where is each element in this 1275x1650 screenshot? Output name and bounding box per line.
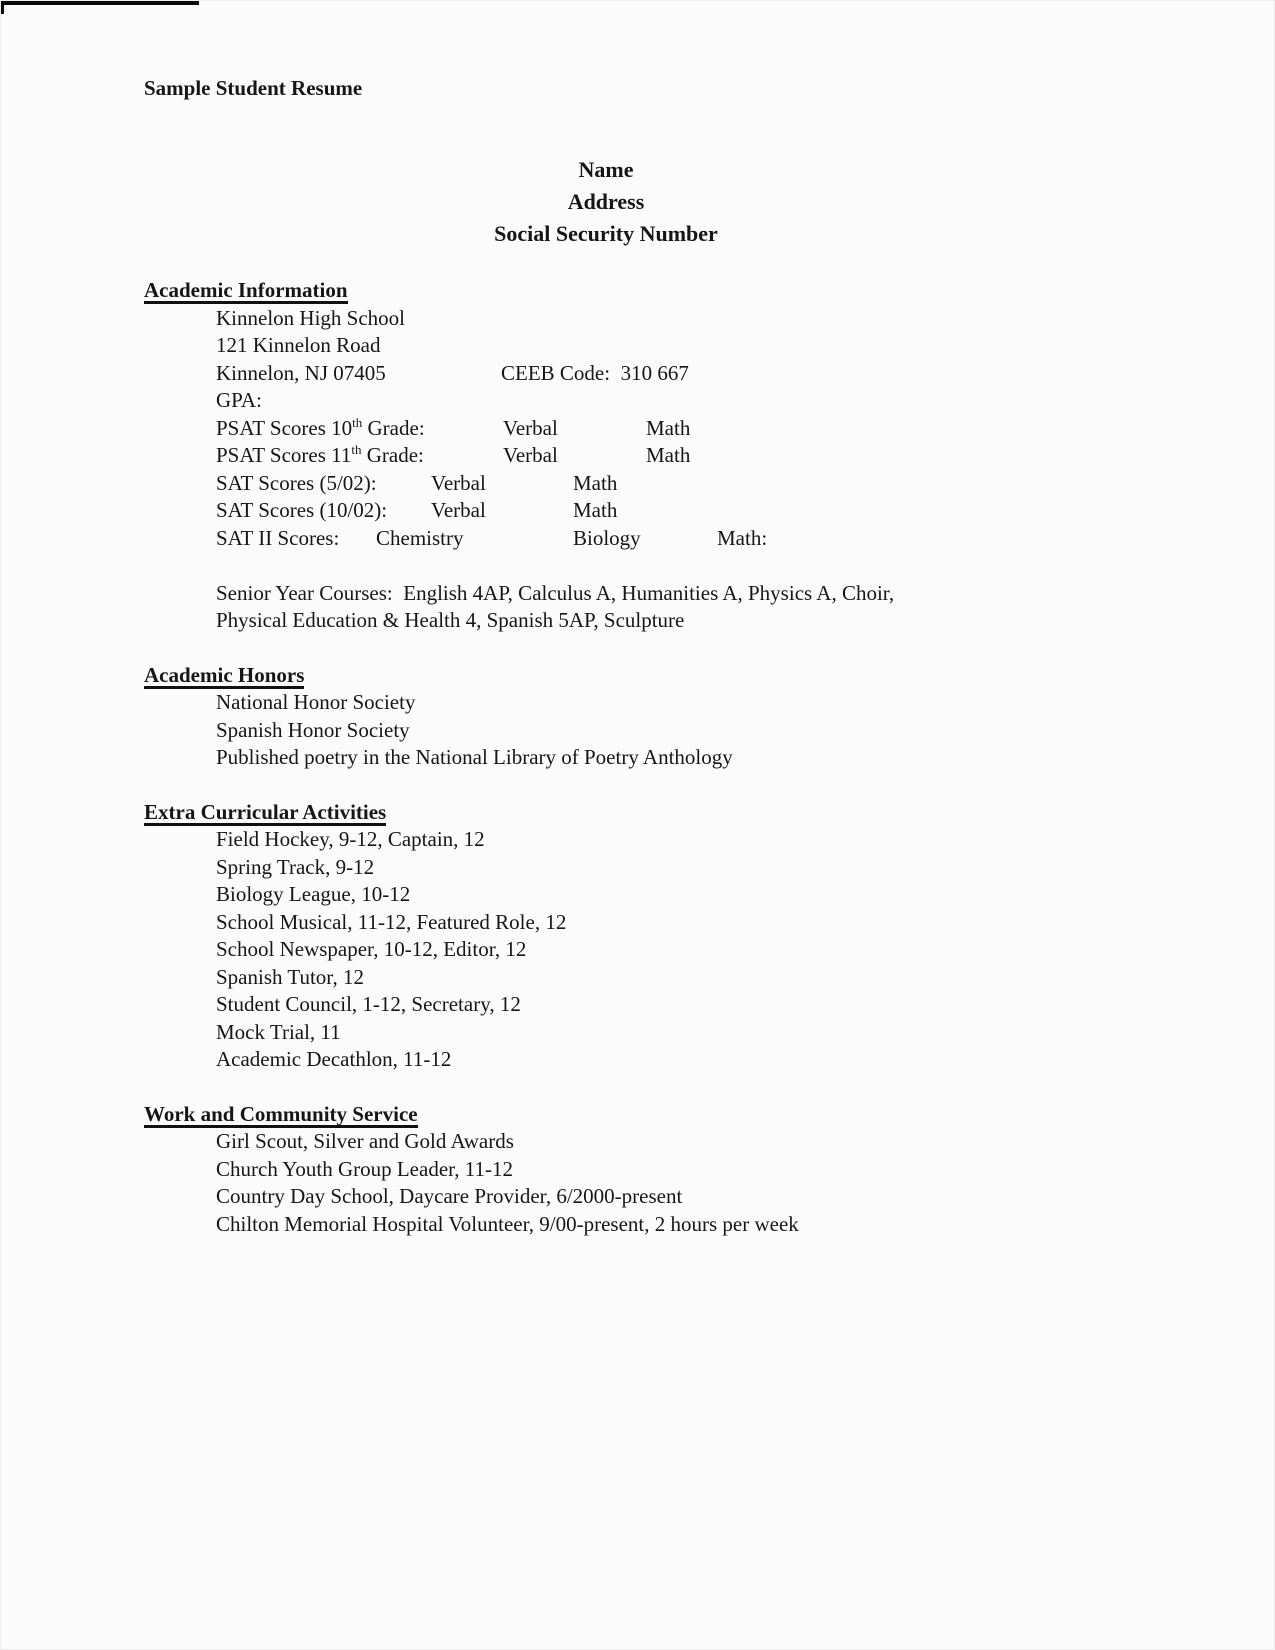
psat-10th-grade-line: PSAT Scores 10th Grade: Verbal Math — [1, 415, 1274, 443]
academic-information-heading: Academic Information — [144, 278, 348, 302]
section-work-community-service — [1, 1101, 1274, 1239]
sat-may-line: SAT Scores (5/02): Verbal Math — [1, 470, 1274, 498]
list-item: Mock Trial, 11 — [216, 1019, 341, 1044]
psat11-verbal-label: Verbal — [503, 443, 558, 467]
section-academic-honors — [1, 662, 1274, 772]
school-street-line: 121 Kinnelon Road — [216, 333, 381, 357]
list-item: Academic Decathlon, 11-12 — [216, 1047, 452, 1071]
sat2-biology-label: Biology — [573, 525, 641, 550]
psat-11th-grade-line: PSAT Scores 11th Grade: Verbal Math — [1, 442, 1274, 470]
sat-oct-verbal-label: Verbal — [431, 498, 486, 522]
list-item: School Newspaper, 10-12, Editor, 12 — [216, 937, 527, 961]
ordinal-superscript: th — [352, 414, 363, 430]
sat2-chemistry-label: Chemistry — [376, 525, 464, 550]
title-block — [1, 154, 1211, 250]
ssn-placeholder: Social Security Number — [494, 221, 718, 246]
name-placeholder: Name — [578, 157, 634, 182]
scan-artifact-top-edge — [1, 1, 199, 5]
sat-may-verbal-label: Verbal — [431, 470, 486, 495]
academic-honors-heading: Academic Honors — [144, 662, 305, 687]
section-extra-curricular — [1, 799, 1274, 1074]
senior-courses-line-1: Senior Year Courses: English 4AP, Calculus A, Humanities A, Physics A, Choir, — [216, 580, 895, 605]
sat2-line: SAT II Scores: Chemistry Biology Math: — [1, 525, 1274, 553]
list-item: Girl Scout, Silver and Gold Awards — [216, 1129, 514, 1153]
ceeb-code: CEEB Code: 310 667 — [501, 360, 689, 385]
school-city-ceeb-line: Kinnelon, NJ 07405 CEEB Code: 310 667 — [1, 360, 1274, 388]
scan-artifact-left-edge — [1, 1, 4, 14]
blank-line — [1, 552, 1274, 580]
list-item: Spring Track, 9-12 — [216, 854, 375, 879]
extra-curricular-heading: Extra Curricular Activities — [144, 799, 387, 824]
gpa-line: GPA: — [216, 388, 262, 412]
address-placeholder: Address — [567, 189, 645, 214]
psat10-verbal-label: Verbal — [503, 415, 558, 440]
sat-may-math-label: Math — [573, 470, 618, 495]
list-item: Published poetry in the National Library of Poetry Anthology — [216, 745, 733, 769]
list-item: School Musical, 11-12, Featured Role, 12 — [216, 909, 567, 934]
list-item: Student Council, 1-12, Secretary, 12 — [216, 992, 521, 1016]
ordinal-superscript: th — [351, 442, 362, 457]
sat2-math-label: Math: — [717, 525, 768, 550]
sat-oct-line: SAT Scores (10/02): Verbal Math — [1, 497, 1274, 525]
school-name-line: Kinnelon High School — [216, 305, 405, 330]
list-item: Biology League, 10-12 — [216, 882, 411, 906]
list-item: Church Youth Group Leader, 11-12 — [216, 1156, 514, 1181]
list-item: Chilton Memorial Hospital Volunteer, 9/00-present, 2 hours per week — [216, 1211, 799, 1236]
section-academic-information — [1, 277, 1274, 635]
psat11-math-label: Math — [646, 443, 691, 467]
document-label: Sample Student Resume — [144, 76, 363, 100]
senior-courses-line-2: Physical Education & Health 4, Spanish 5AP, Sculpture — [216, 608, 685, 632]
list-item: Spanish Tutor, 12 — [216, 964, 364, 989]
work-community-heading: Work and Community Service — [144, 1101, 418, 1126]
psat10-math-label: Math — [646, 415, 691, 440]
sat-oct-math-label: Math — [573, 498, 618, 522]
list-item: Spanish Honor Society — [216, 717, 410, 742]
list-item: National Honor Society — [216, 690, 416, 714]
list-item: Field Hockey, 9-12, Captain, 12 — [216, 827, 485, 851]
list-item: Country Day School, Daycare Provider, 6/2000-present — [216, 1184, 683, 1208]
